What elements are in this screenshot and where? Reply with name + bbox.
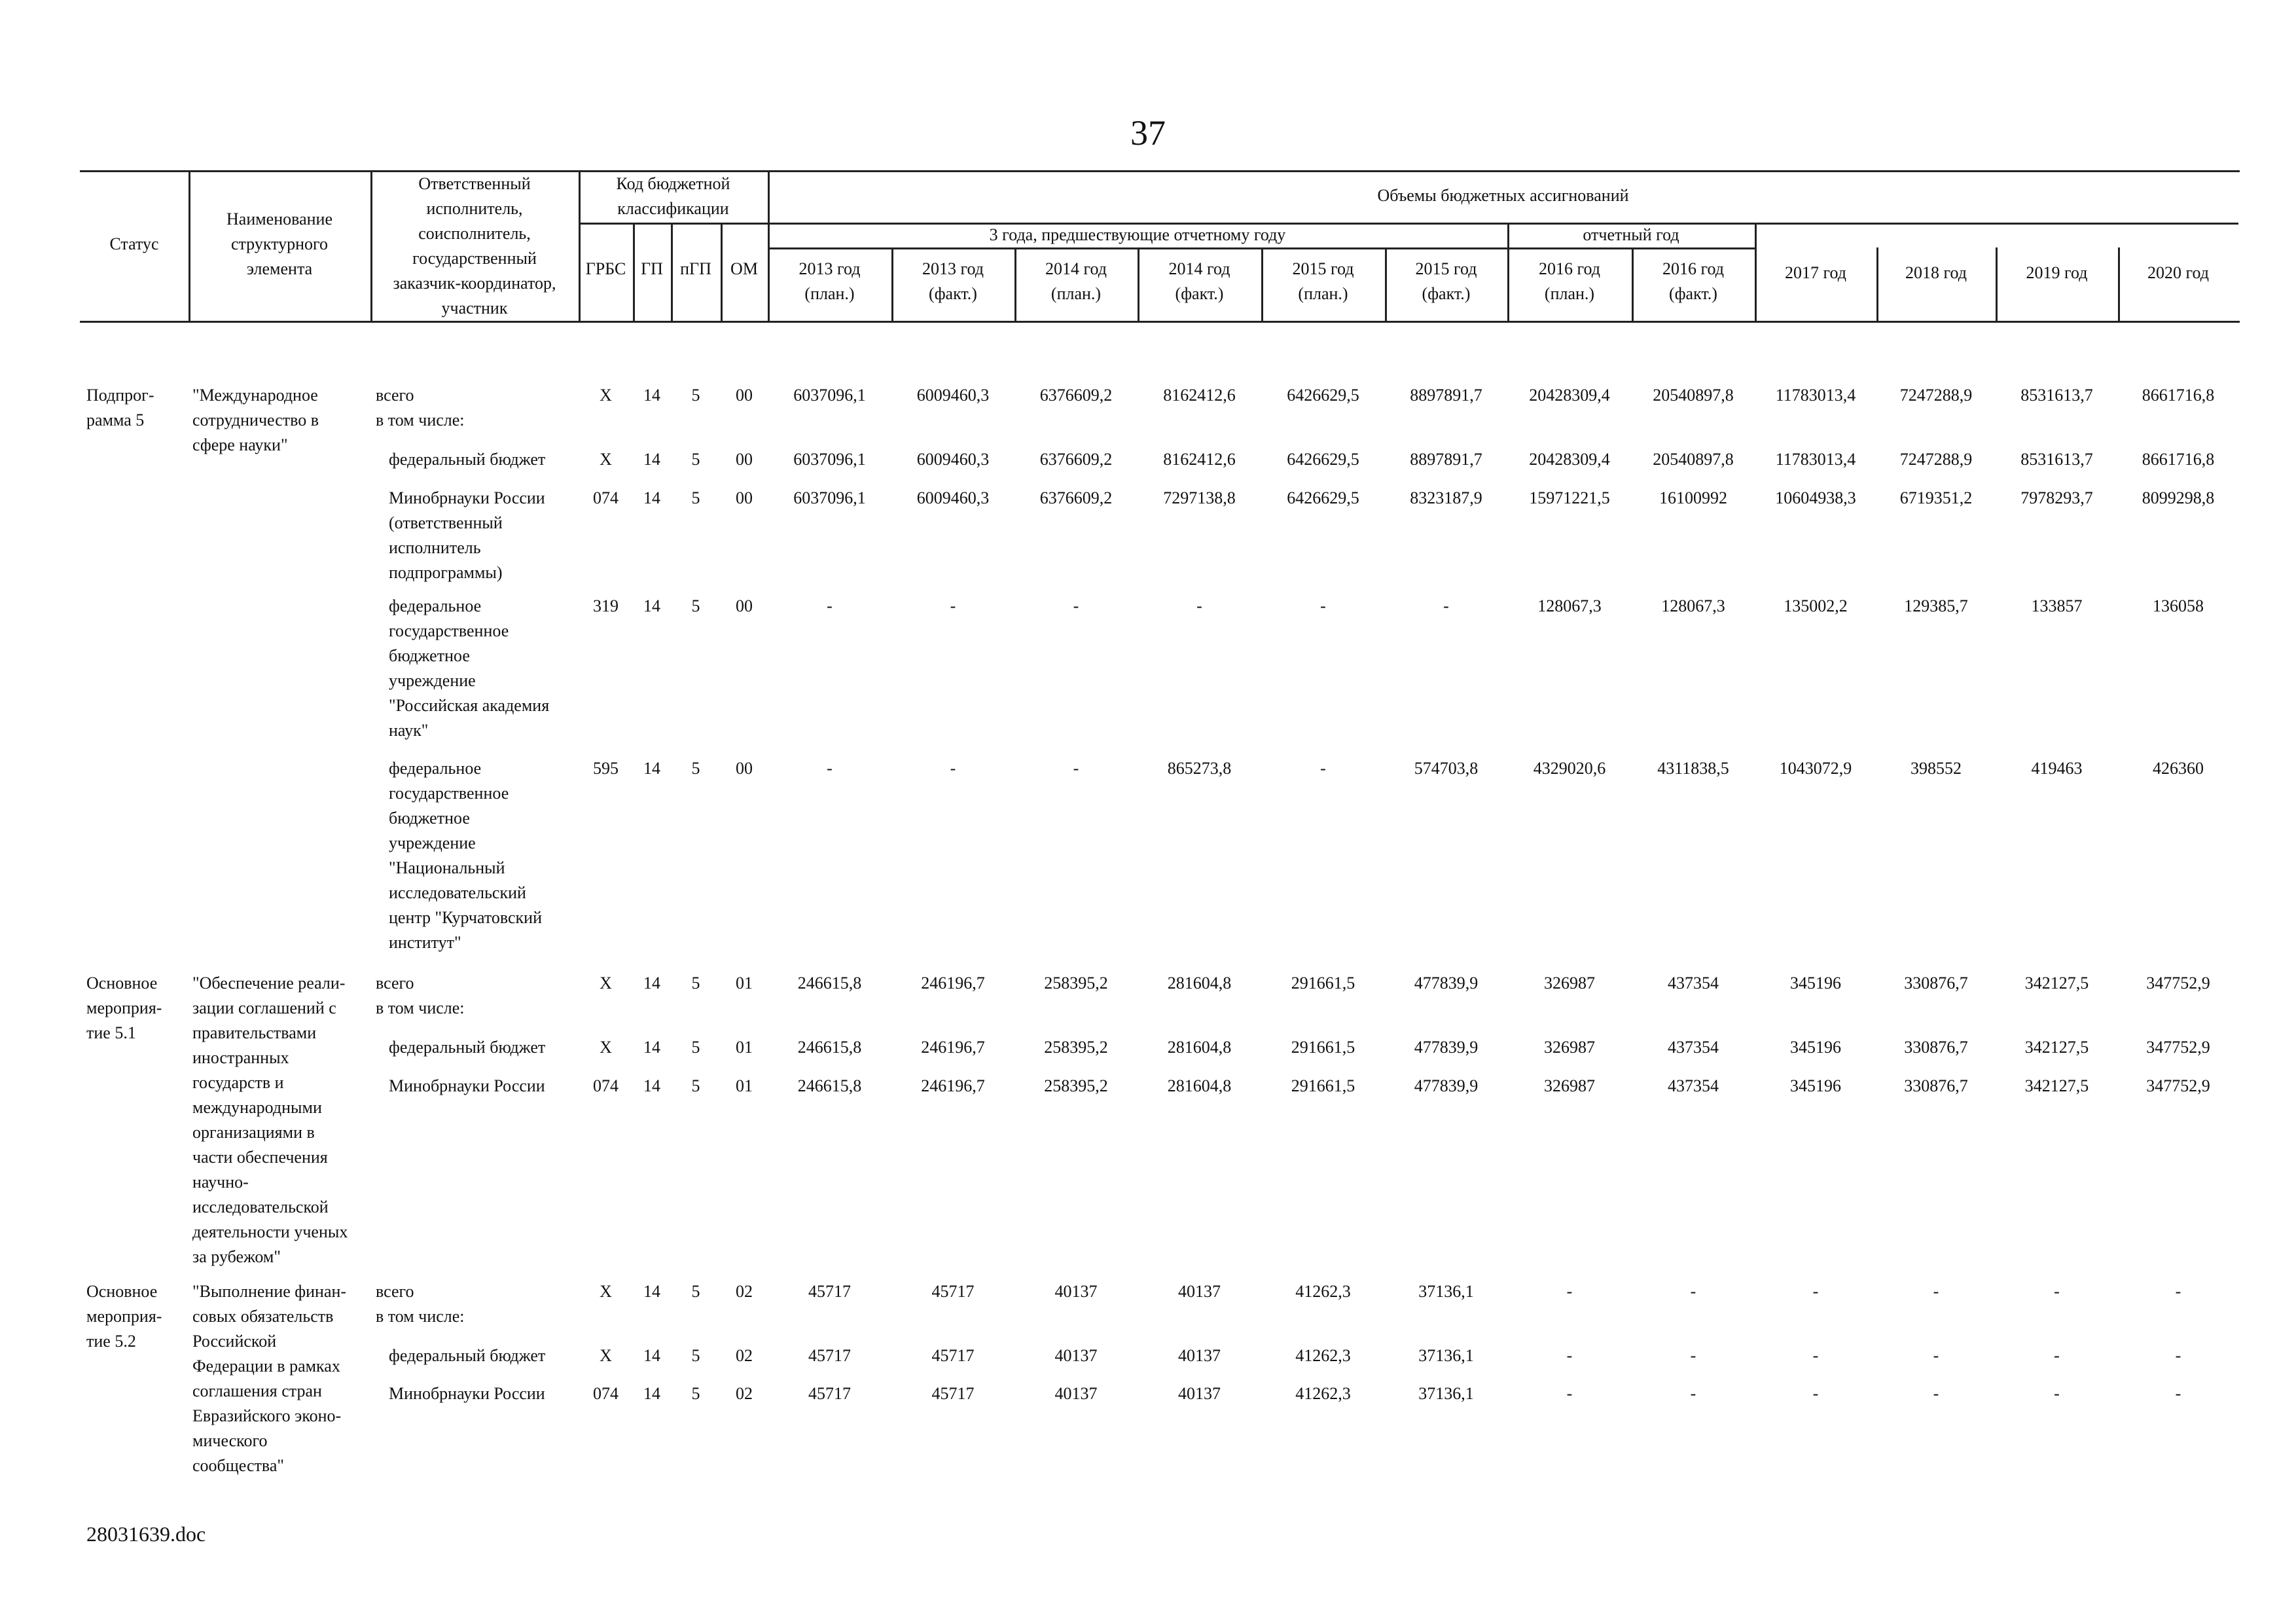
amount-cell: 326987 <box>1544 974 1595 993</box>
header-year-12: 2020 год <box>2147 263 2209 282</box>
amount-cell: 246615,8 <box>797 974 862 993</box>
code-cell: 14 <box>643 1346 660 1365</box>
amount-cell: 258395,2 <box>1044 1038 1108 1057</box>
amount-cell: - <box>1320 759 1326 778</box>
amount-cell: 437354 <box>1668 974 1719 993</box>
executor-cell: всего в том числе: <box>376 974 465 1017</box>
header-year-7: 2016 год (план.) <box>1539 259 1600 303</box>
amount-cell: - <box>950 759 956 778</box>
amount-cell: 133857 <box>2031 596 2083 615</box>
amount-cell: 347752,9 <box>2146 974 2210 993</box>
amount-cell: - <box>2054 1282 2060 1301</box>
amount-cell: 8162412,6 <box>1163 386 1236 405</box>
amount-cell: - <box>1196 596 1202 615</box>
amount-cell: 426360 <box>2153 759 2204 778</box>
amount-cell: 419463 <box>2031 759 2083 778</box>
amount-cell: 347752,9 <box>2146 1076 2210 1095</box>
executor-cell: федеральное государственное бюджетное учреждение "Национальный исследовательский центр "Курчатовский институт" <box>389 759 542 952</box>
amount-cell: - <box>1443 596 1449 615</box>
amount-cell: 11783013,4 <box>1775 386 1856 405</box>
header-year-1: 2013 год (план.) <box>798 259 861 303</box>
amount-cell: 4329020,6 <box>1533 759 1606 778</box>
header-code-1: ГРБС <box>585 259 626 278</box>
amount-cell: 281604,8 <box>1167 1076 1232 1095</box>
amount-cell: - <box>1690 1282 1696 1301</box>
amount-cell: 37136,1 <box>1418 1346 1474 1365</box>
amount-cell: 45717 <box>931 1282 975 1301</box>
amount-cell: 20428309,4 <box>1529 450 1610 469</box>
header-code-3: пГП <box>680 259 711 278</box>
amount-cell: 6426629,5 <box>1287 450 1359 469</box>
amount-cell: 8897891,7 <box>1410 450 1482 469</box>
amount-cell: 8323187,9 <box>1410 488 1482 507</box>
header-year-11: 2019 год <box>2026 263 2088 282</box>
amount-cell: 45717 <box>808 1282 851 1301</box>
code-cell: 14 <box>643 1038 660 1057</box>
amount-cell: 1043072,9 <box>1779 759 1852 778</box>
amount-cell: - <box>950 596 956 615</box>
amount-cell: 246615,8 <box>797 1038 862 1057</box>
code-cell: 074 <box>593 488 619 507</box>
amount-cell: 6426629,5 <box>1287 488 1359 507</box>
executor-cell: всего в том числе: <box>376 1282 465 1326</box>
amount-cell: 281604,8 <box>1167 1038 1232 1057</box>
amount-cell: 258395,2 <box>1044 1076 1108 1095</box>
amount-cell: 477839,9 <box>1414 1076 1479 1095</box>
executor-cell: Минобрнауки России (ответственный исполнитель подпрограммы) <box>389 488 545 582</box>
code-cell: 5 <box>691 1282 700 1301</box>
amount-cell: 128067,3 <box>1537 596 1602 615</box>
document-filename: 28031639.doc <box>86 1522 206 1546</box>
amount-cell: 477839,9 <box>1414 1038 1479 1057</box>
amount-cell: 129385,7 <box>1904 596 1968 615</box>
amount-cell: 6376609,2 <box>1039 386 1113 405</box>
amount-cell: 6037096,1 <box>793 488 866 507</box>
amount-cell: 41262,3 <box>1295 1282 1351 1301</box>
amount-cell: 40137 <box>1178 1282 1221 1301</box>
amount-cell: 345196 <box>1790 1076 1841 1095</box>
amount-cell: 40137 <box>1054 1282 1098 1301</box>
amount-cell: 7978293,7 <box>2020 488 2093 507</box>
code-cell: 5 <box>691 759 700 778</box>
amount-cell: 45717 <box>808 1384 851 1403</box>
header-code-4: ОМ <box>730 259 758 278</box>
amount-cell: 37136,1 <box>1418 1384 1474 1403</box>
amount-cell: - <box>1812 1384 1819 1403</box>
amount-cell: 20540897,8 <box>1653 386 1734 405</box>
amount-cell: 40137 <box>1178 1384 1221 1403</box>
status-cell: Подпрог- рамма 5 <box>86 386 154 429</box>
amount-cell: 41262,3 <box>1295 1384 1351 1403</box>
element-name-cell: "Выполнение финан- совых обязательств Российской Федерации в рамках соглашения стран Евразийского эконо- мического сообщества" <box>192 1282 347 1475</box>
code-cell: 14 <box>643 450 660 469</box>
code-cell: 14 <box>643 1384 660 1403</box>
amount-cell: 45717 <box>808 1346 851 1365</box>
amount-cell: 16100992 <box>1659 488 1727 507</box>
header-year-10: 2018 год <box>1905 263 1967 282</box>
amount-cell: - <box>1320 596 1326 615</box>
code-cell: 02 <box>736 1346 753 1365</box>
executor-cell: Минобрнауки России <box>389 1076 545 1095</box>
code-cell: 01 <box>736 974 753 993</box>
amount-cell: 41262,3 <box>1295 1346 1351 1365</box>
code-cell: 5 <box>691 1384 700 1403</box>
amount-cell: 342127,5 <box>2024 1076 2089 1095</box>
amount-cell: 6037096,1 <box>793 450 866 469</box>
status-cell: Основное мероприя- тие 5.1 <box>86 974 162 1042</box>
amount-cell: 291661,5 <box>1291 1076 1355 1095</box>
amount-cell: - <box>1933 1346 1939 1365</box>
code-cell: Х <box>600 1038 612 1057</box>
amount-cell: 437354 <box>1668 1076 1719 1095</box>
amount-cell: 281604,8 <box>1167 974 1232 993</box>
header-year-9: 2017 год <box>1785 263 1846 282</box>
amount-cell: 398552 <box>1910 759 1962 778</box>
amount-cell: - <box>1566 1384 1573 1403</box>
amount-cell: - <box>1812 1282 1819 1301</box>
amount-cell: - <box>2175 1282 2181 1301</box>
code-cell: Х <box>600 974 612 993</box>
code-cell: 5 <box>691 450 700 469</box>
amount-cell: 8531613,7 <box>2020 386 2093 405</box>
amount-cell: 7247288,9 <box>1899 450 1973 469</box>
code-cell: 5 <box>691 974 700 993</box>
amount-cell: - <box>1073 596 1079 615</box>
amount-cell: 246196,7 <box>921 1076 985 1095</box>
code-cell: 5 <box>691 1038 700 1057</box>
code-cell: Х <box>600 1282 612 1301</box>
header-year-2: 2013 год (факт.) <box>922 259 984 303</box>
amount-cell: 10604938,3 <box>1775 488 1856 507</box>
header-executor: Ответственный исполнитель, соисполнитель, государственный заказчик-координатор, участник <box>393 174 556 318</box>
code-cell: 14 <box>643 974 660 993</box>
code-cell: 14 <box>643 596 660 615</box>
executor-cell: Минобрнауки России <box>389 1384 545 1403</box>
amount-cell: 477839,9 <box>1414 974 1479 993</box>
amount-cell: 258395,2 <box>1044 974 1108 993</box>
amount-cell: 345196 <box>1790 1038 1841 1057</box>
amount-cell: 8661716,8 <box>2142 450 2215 469</box>
amount-cell: 8531613,7 <box>2020 450 2093 469</box>
code-cell: 14 <box>643 488 660 507</box>
amount-cell: 246615,8 <box>797 1076 862 1095</box>
amount-cell: 40137 <box>1178 1346 1221 1365</box>
amount-cell: - <box>1812 1346 1819 1365</box>
code-cell: 14 <box>643 759 660 778</box>
amount-cell: 37136,1 <box>1418 1282 1474 1301</box>
header-status: Статус <box>109 234 159 253</box>
amount-cell: 20428309,4 <box>1529 386 1610 405</box>
amount-cell: 326987 <box>1544 1038 1595 1057</box>
amount-cell: - <box>1933 1282 1939 1301</box>
amount-cell: 135002,2 <box>1784 596 1848 615</box>
amount-cell: 330876,7 <box>1904 1076 1968 1095</box>
amount-cell: - <box>1566 1282 1573 1301</box>
amount-cell: 246196,7 <box>921 1038 985 1057</box>
header-volumes: Объемы бюджетных ассигнований <box>1377 186 1629 205</box>
amount-cell: 291661,5 <box>1291 974 1355 993</box>
header-year-3: 2014 год (план.) <box>1045 259 1107 303</box>
executor-cell: федеральный бюджет <box>389 1038 546 1057</box>
header-budget-code: Код бюджетной классификации <box>616 174 730 218</box>
code-cell: 595 <box>593 759 619 778</box>
amount-cell: 6426629,5 <box>1287 386 1359 405</box>
element-name-cell: "Обеспечение реали- зации соглашений с правительствами иностранных государств и международными организациями в части обеспечения научно- исследовательской деятельности ученых за рубежом" <box>192 974 348 1266</box>
amount-cell: 20540897,8 <box>1653 450 1734 469</box>
code-cell: 14 <box>643 386 660 405</box>
amount-cell: - <box>2175 1346 2181 1365</box>
amount-cell: - <box>1690 1384 1696 1403</box>
executor-cell: всего в том числе: <box>376 386 465 429</box>
header-year-4: 2014 год (факт.) <box>1168 259 1230 303</box>
code-cell: Х <box>600 386 612 405</box>
element-name-cell: "Международное сотрудничество в сфере науки" <box>192 386 319 454</box>
header-element-name: Наименование структурного элемента <box>226 210 332 278</box>
amount-cell: 326987 <box>1544 1076 1595 1095</box>
amount-cell: 574703,8 <box>1414 759 1479 778</box>
amount-cell: 6037096,1 <box>793 386 866 405</box>
amount-cell: 330876,7 <box>1904 974 1968 993</box>
amount-cell: 8099298,8 <box>2142 488 2215 507</box>
amount-cell: 342127,5 <box>2024 974 2089 993</box>
header-report-year: отчетный год <box>1583 225 1679 244</box>
amount-cell: 330876,7 <box>1904 1038 1968 1057</box>
amount-cell: 40137 <box>1054 1346 1098 1365</box>
amount-cell: 6376609,2 <box>1039 450 1113 469</box>
amount-cell: 8661716,8 <box>2142 386 2215 405</box>
executor-cell: федеральный бюджет <box>389 1346 546 1365</box>
code-cell: 14 <box>643 1282 660 1301</box>
header-year-6: 2015 год (факт.) <box>1415 259 1477 303</box>
code-cell: 00 <box>736 759 753 778</box>
amount-cell: 437354 <box>1668 1038 1719 1057</box>
amount-cell: 4311838,5 <box>1657 759 1729 778</box>
code-cell: 00 <box>736 488 753 507</box>
code-cell: 14 <box>643 1076 660 1095</box>
amount-cell: 6009460,3 <box>916 488 990 507</box>
amount-cell: 345196 <box>1790 974 1841 993</box>
amount-cell: 7297138,8 <box>1163 488 1236 507</box>
code-cell: 01 <box>736 1076 753 1095</box>
amount-cell: 8162412,6 <box>1163 450 1236 469</box>
amount-cell: - <box>1933 1384 1939 1403</box>
amount-cell: 128067,3 <box>1661 596 1725 615</box>
amount-cell: - <box>2175 1384 2181 1403</box>
code-cell: 5 <box>691 488 700 507</box>
amount-cell: 45717 <box>931 1346 975 1365</box>
code-header-rule <box>579 223 768 225</box>
page-number: 37 <box>1130 113 1166 153</box>
code-cell: 02 <box>736 1282 753 1301</box>
amount-cell: - <box>827 596 833 615</box>
amount-cell: 6009460,3 <box>916 450 990 469</box>
code-cell: 5 <box>691 1346 700 1365</box>
header-prev-years: 3 года, предшествующие отчетному году <box>989 225 1286 244</box>
amount-cell: 7247288,9 <box>1899 386 1973 405</box>
code-cell: 319 <box>593 596 619 615</box>
amount-cell: - <box>1566 1346 1573 1365</box>
amount-cell: - <box>2054 1346 2060 1365</box>
amount-cell: 40137 <box>1054 1384 1098 1403</box>
status-cell: Основное мероприя- тие 5.2 <box>86 1282 162 1351</box>
amount-cell: 246196,7 <box>921 974 985 993</box>
amount-cell: 136058 <box>2153 596 2204 615</box>
amount-cell: 45717 <box>931 1384 975 1403</box>
header-year-5: 2015 год (план.) <box>1292 259 1354 303</box>
amount-cell: - <box>1073 759 1079 778</box>
amount-cell: 6376609,2 <box>1039 488 1113 507</box>
amount-cell: 347752,9 <box>2146 1038 2210 1057</box>
code-cell: 5 <box>691 386 700 405</box>
header-bottom-rule <box>80 321 2240 323</box>
amount-cell: 865273,8 <box>1167 759 1232 778</box>
code-cell: 5 <box>691 596 700 615</box>
code-cell: 074 <box>593 1076 619 1095</box>
code-cell: Х <box>600 1346 612 1365</box>
header-year-8: 2016 год (факт.) <box>1662 259 1724 303</box>
amount-cell: 342127,5 <box>2024 1038 2089 1057</box>
code-cell: 5 <box>691 1076 700 1095</box>
amount-cell: 6009460,3 <box>916 386 990 405</box>
amount-cell: 6719351,2 <box>1899 488 1973 507</box>
code-cell: Х <box>600 450 612 469</box>
code-cell: 00 <box>736 450 753 469</box>
amount-cell: 291661,5 <box>1291 1038 1355 1057</box>
executor-cell: федеральное государственное бюджетное учреждение "Российская академия наук" <box>389 596 550 740</box>
header-code-2: ГП <box>641 259 663 278</box>
amount-cell: 8897891,7 <box>1410 386 1482 405</box>
code-cell: 074 <box>593 1384 619 1403</box>
amount-cell: - <box>827 759 833 778</box>
code-cell: 00 <box>736 386 753 405</box>
code-cell: 00 <box>736 596 753 615</box>
amount-cell: - <box>1690 1346 1696 1365</box>
amount-cell: 15971221,5 <box>1529 488 1610 507</box>
amount-cell: - <box>2054 1384 2060 1403</box>
amount-cell: 11783013,4 <box>1775 450 1856 469</box>
executor-cell: федеральный бюджет <box>389 450 546 469</box>
code-cell: 01 <box>736 1038 753 1057</box>
code-cell: 02 <box>736 1384 753 1403</box>
